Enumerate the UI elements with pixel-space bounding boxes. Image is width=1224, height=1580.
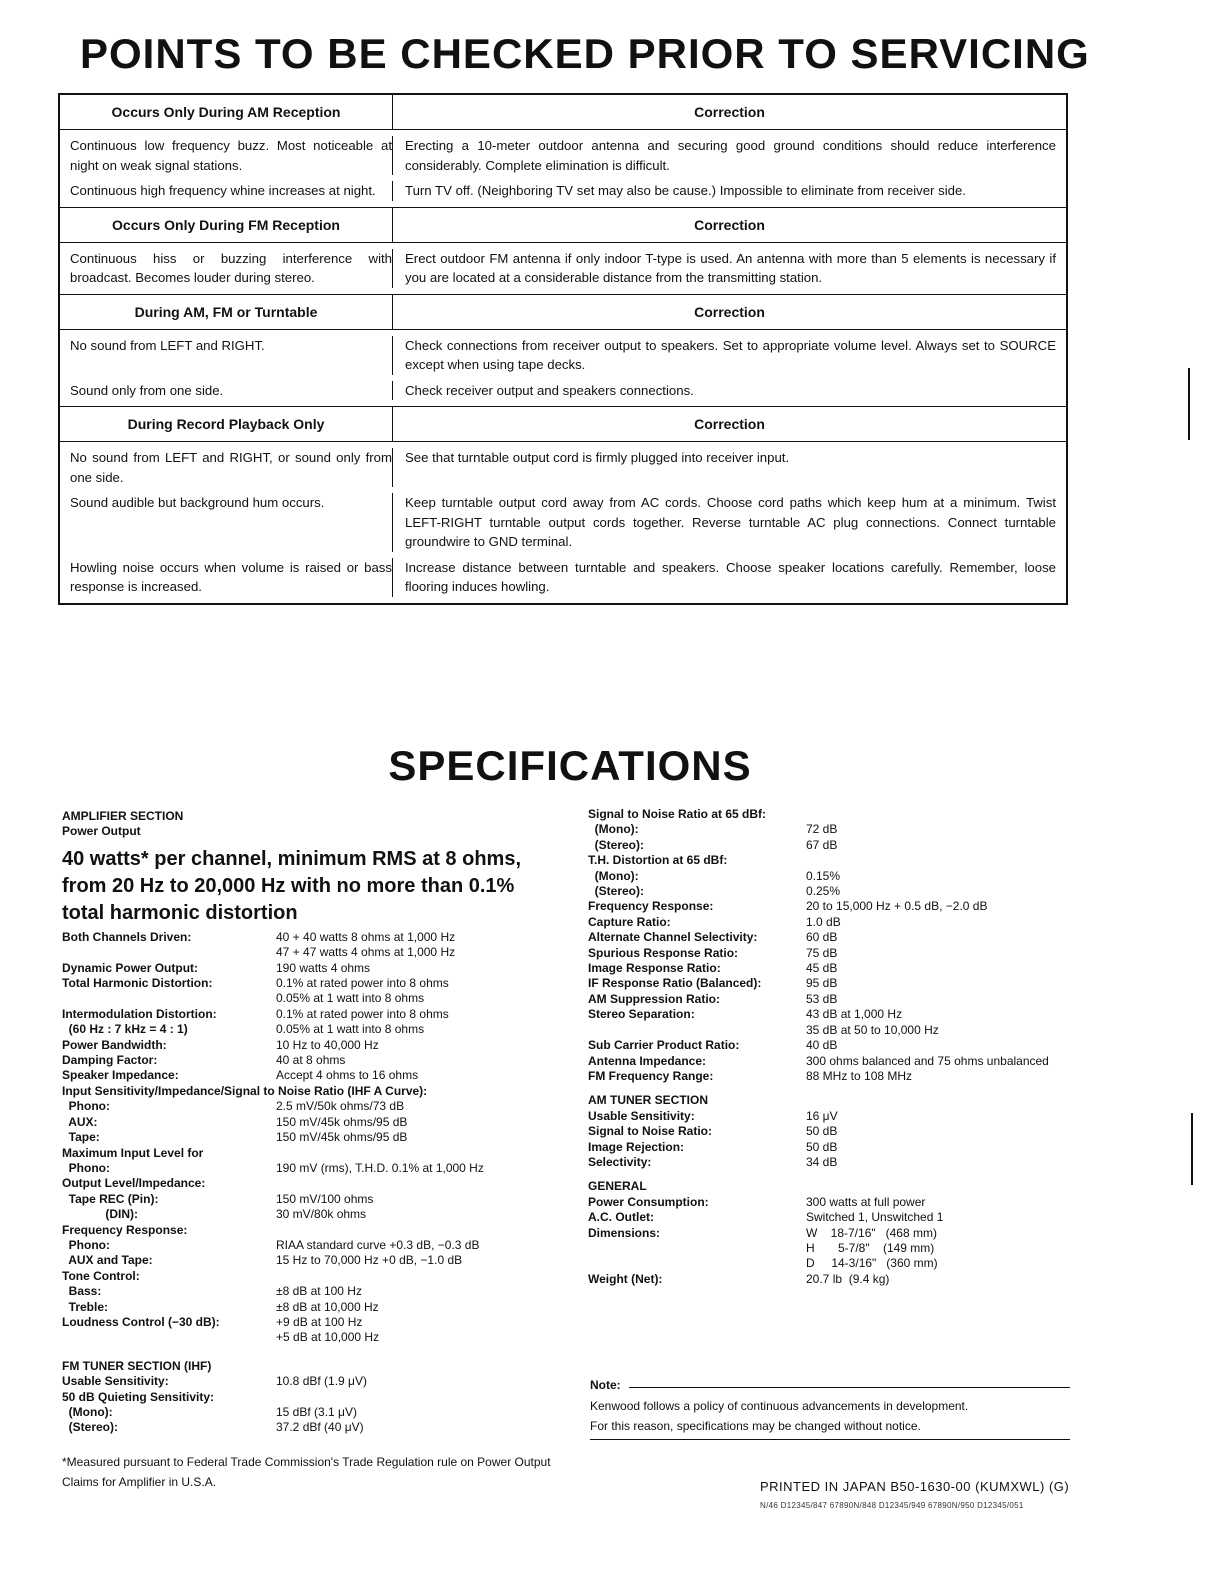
- spec-value: 50 dB: [806, 1139, 838, 1154]
- spec-label: AM Suppression Ratio:: [588, 991, 721, 1006]
- spec-row: [62, 1084, 552, 1099]
- spec-row: [62, 1390, 552, 1405]
- spec-label: (60 Hz : 7 kHz = 4 : 1): [62, 1022, 188, 1037]
- symptom-text: Continuous high frequency whine increases at night.: [70, 183, 376, 198]
- spec-value: 300 ohms balanced and 75 ohms unbalanced: [806, 1053, 1049, 1068]
- spec-row: [62, 1099, 552, 1114]
- trouble-section-header: [60, 407, 1066, 442]
- spec-row: [62, 945, 552, 960]
- spec-value: 300 watts at full power: [806, 1194, 926, 1209]
- spec-label: (DIN):: [62, 1207, 138, 1222]
- spec-label: A.C. Outlet:: [588, 1210, 654, 1225]
- spec-row: [62, 1253, 552, 1268]
- spec-value: 35 dB at 50 to 10,000 Hz: [806, 1022, 939, 1037]
- amplifier-section-heading: AMPLIFIER SECTION: [62, 809, 184, 823]
- spec-value: 72 dB: [806, 822, 838, 837]
- spec-label: (Mono):: [62, 1405, 113, 1419]
- trouble-section-header: [60, 295, 1066, 330]
- spec-row: [62, 1068, 552, 1083]
- spec-label: Frequency Response:: [62, 1222, 188, 1237]
- spec-value: 43 dB at 1,000 Hz: [806, 1007, 903, 1022]
- spec-value: RIAA standard curve +0.3 dB, −0.3 dB: [276, 1237, 480, 1252]
- trouble-row: [60, 136, 1066, 175]
- spec-row: [588, 1038, 1108, 1053]
- spec-row: [62, 1405, 552, 1420]
- note-box: [590, 1378, 1070, 1440]
- spec-value: 150 mV/45k ohms/95 dB: [276, 1114, 408, 1129]
- spec-label: Bass:: [62, 1284, 102, 1299]
- spec-value: 16 μV: [806, 1108, 838, 1123]
- spec-label: AUX and Tape:: [62, 1253, 153, 1268]
- spec-row: [62, 1238, 552, 1253]
- spec-row: [588, 1109, 1108, 1124]
- spec-label: (Stereo):: [62, 1420, 119, 1435]
- spec-label: Power Consumption:: [588, 1194, 709, 1209]
- spec-row: [588, 869, 1108, 884]
- spec-label: Alternate Channel Selectivity:: [588, 930, 758, 945]
- scan-mark: [1188, 368, 1190, 440]
- spec-label: (Stereo):: [588, 884, 645, 899]
- correction-text: Check connections from receiver output to speakers. Set to appropriate volume level. Always set to SOURCE except when using tape decks.: [392, 336, 1066, 375]
- amplifier-spec-list: [62, 930, 552, 1346]
- trouble-row: [60, 381, 1066, 401]
- spec-value: 0.25%: [806, 884, 841, 899]
- spec-row: [588, 1054, 1108, 1069]
- note-bottom-rule: [590, 1439, 1070, 1440]
- spec-value: ±8 dB at 100 Hz: [276, 1284, 362, 1299]
- spec-value: W 18-7/16" (468 mm): [806, 1225, 937, 1240]
- spec-value: 75 dB: [806, 945, 838, 960]
- spec-row: [588, 884, 1108, 899]
- spec-row: [62, 1130, 552, 1145]
- spec-row: [62, 1420, 552, 1435]
- spec-row: [588, 807, 1108, 822]
- fm-tuner-continued: [588, 807, 1108, 1287]
- spec-row: [62, 1223, 552, 1238]
- spec-label: (Stereo):: [588, 837, 645, 852]
- trouble-section-body: [60, 442, 1066, 603]
- spec-label: Maximum Input Level for: [62, 1145, 204, 1160]
- spec-label: [62, 945, 276, 960]
- spec-label: AUX:: [62, 1114, 98, 1129]
- spec-label: Phono:: [62, 1099, 110, 1114]
- spec-row: [588, 1140, 1108, 1155]
- spec-value: 150 mV/100 ohms: [276, 1191, 374, 1206]
- spec-value: 53 dB: [806, 991, 838, 1006]
- spec-label: (Mono):: [588, 868, 639, 883]
- spec-label: [588, 1256, 806, 1271]
- spec-value: 95 dB: [806, 976, 838, 991]
- spec-row: [62, 1207, 552, 1222]
- troubleshooting-table: [58, 93, 1068, 605]
- spec-row: [588, 1124, 1108, 1139]
- spec-row: [62, 1192, 552, 1207]
- spec-label: [588, 1023, 806, 1038]
- trouble-row: [60, 448, 1066, 487]
- spec-label: FM Frequency Range:: [588, 1068, 714, 1083]
- spec-label: Speaker Impedance:: [62, 1068, 179, 1083]
- spec-value: 0.15%: [806, 868, 841, 883]
- spec-value: 30 mV/80k ohms: [276, 1207, 367, 1222]
- spec-label: Selectivity:: [588, 1154, 652, 1169]
- spec-label: [62, 991, 276, 1006]
- condition-header: During Record Playback Only: [60, 407, 393, 441]
- symptom-text: Sound audible but background hum occurs.: [70, 495, 325, 510]
- trouble-section-header: [60, 95, 1066, 130]
- symptom-text: Howling noise occurs when volume is raised or bass response is increased.: [70, 559, 392, 594]
- am-spec-list: [588, 1109, 1108, 1171]
- spec-row: [62, 1315, 552, 1330]
- spec-label: Intermodulation Distortion:: [62, 1006, 217, 1021]
- symptom-text: Continuous low frequency buzz. Most noticeable at night on weak signal stations.: [70, 138, 392, 173]
- am-tuner-heading: AM TUNER SECTION: [588, 1093, 708, 1108]
- spec-row: [588, 1256, 1108, 1271]
- correction-header: Correction: [694, 216, 765, 233]
- spec-row: [588, 961, 1108, 976]
- page-title: POINTS TO BE CHECKED PRIOR TO SERVICING: [80, 30, 1090, 77]
- spec-value: 40 at 8 ohms: [276, 1053, 346, 1068]
- spec-row: [588, 1023, 1108, 1038]
- print-codes: N/46 D12345/847 67890N/848 D12345/949 67890N/950 D12345/051: [760, 1501, 1024, 1510]
- spec-value: ±8 dB at 10,000 Hz: [276, 1299, 379, 1314]
- spec-row: [62, 1022, 552, 1037]
- spec-row: [588, 1007, 1108, 1022]
- condition-header: Occurs Only During AM Reception: [60, 95, 393, 129]
- spec-value: Switched 1, Unswitched 1: [806, 1210, 944, 1225]
- spec-label: Tone Control:: [62, 1268, 140, 1283]
- symptom-text: Continuous hiss or buzzing interference with broadcast. Becomes louder during stereo.: [70, 250, 392, 285]
- spec-label: Phono:: [62, 1237, 110, 1252]
- power-output-label: Power Output: [62, 824, 141, 839]
- spec-label: Tape:: [62, 1130, 100, 1145]
- spec-label: [588, 1241, 806, 1256]
- trouble-section-body: [60, 243, 1066, 295]
- spec-row: [588, 1069, 1108, 1084]
- note-line-1: Kenwood follows a policy of continuous advancements in development.: [590, 1399, 969, 1413]
- symptom-text: Sound only from one side.: [70, 382, 224, 398]
- spec-row: [588, 853, 1108, 868]
- spec-row: [588, 1272, 1108, 1287]
- spec-label: Usable Sensitivity:: [62, 1374, 169, 1389]
- spec-row: [588, 1195, 1108, 1210]
- trouble-section: [60, 95, 1066, 208]
- trouble-row: [60, 558, 1066, 597]
- spec-value: 1.0 dB: [806, 914, 841, 929]
- spec-value: 10.8 dBf (1.9 μV): [276, 1374, 367, 1389]
- general-spec-list: [588, 1195, 1108, 1287]
- spec-label: [62, 1330, 276, 1345]
- spec-label: Total Harmonic Distortion:: [62, 976, 213, 991]
- spec-row: [588, 1241, 1108, 1256]
- spec-label: Signal to Noise Ratio at 65 dBf:: [588, 807, 767, 821]
- spec-value: 34 dB: [806, 1154, 838, 1169]
- spec-row: [588, 822, 1108, 837]
- spec-label: Image Response Ratio:: [588, 961, 721, 976]
- spec-value: 190 mV (rms), T.H.D. 0.1% at 1,000 Hz: [276, 1160, 484, 1175]
- spec-value: 15 dBf (3.1 μV): [276, 1405, 357, 1419]
- spec-row: [62, 1284, 552, 1299]
- spec-value: 20 to 15,000 Hz + 0.5 dB, −2.0 dB: [806, 899, 988, 914]
- spec-row: [588, 915, 1108, 930]
- note-rule: [629, 1387, 1070, 1388]
- spec-value: 40 + 40 watts 8 ohms at 1,000 Hz: [276, 929, 456, 944]
- fm-tuner-heading: FM TUNER SECTION (IHF): [62, 1358, 212, 1373]
- spec-value: 190 watts 4 ohms: [276, 960, 371, 975]
- symptom-text: No sound from LEFT and RIGHT, or sound only from one side.: [70, 450, 392, 485]
- general-heading: GENERAL: [588, 1179, 647, 1194]
- spec-row: [62, 1161, 552, 1176]
- spec-row: [588, 930, 1108, 945]
- condition-header: During AM, FM or Turntable: [60, 295, 393, 329]
- spec-row: [588, 976, 1108, 991]
- footnote: *Measured pursuant to Federal Trade Commission's Trade Regulation rule on Power Output Claims for Amplifier in U.S.A.: [62, 1455, 551, 1489]
- spec-value: 0.05% at 1 watt into 8 ohms: [276, 1022, 425, 1037]
- spec-row: [62, 1038, 552, 1053]
- power-output-headline: 40 watts* per channel, minimum RMS at 8 ohms, from 20 Hz to 20,000 Hz with no more than 0.1% total harmonic distortion: [62, 847, 522, 924]
- trouble-section-header: [60, 208, 1066, 243]
- spec-label: Frequency Response:: [588, 899, 714, 914]
- spec-label: Damping Factor:: [62, 1053, 158, 1068]
- spec-label: Power Bandwidth:: [62, 1037, 167, 1052]
- spec-value: Accept 4 ohms to 16 ohms: [276, 1068, 419, 1083]
- spec-value: 50 dB: [806, 1124, 838, 1139]
- spec-value: H 5-7/8" (149 mm): [806, 1240, 935, 1255]
- amplifier-section: [62, 809, 552, 1436]
- trouble-section: [60, 208, 1066, 295]
- spec-label: Antenna Impedance:: [588, 1053, 707, 1068]
- spec-label: IF Response Ratio (Balanced):: [588, 976, 762, 991]
- spec-row: [62, 961, 552, 976]
- spec-row: [588, 1210, 1108, 1225]
- symptom-text: No sound from LEFT and RIGHT.: [70, 337, 265, 353]
- spec-row: [62, 1269, 552, 1284]
- trouble-section: [60, 295, 1066, 408]
- spec-value: 0.1% at rated power into 8 ohms: [276, 1006, 449, 1021]
- correction-text: Erect outdoor FM antenna if only indoor T-type is used. An antenna with more than 5 elements is necessary if you are located at a considerable distance from the transmitting station.: [392, 249, 1066, 288]
- spec-label: Signal to Noise Ratio:: [588, 1124, 713, 1139]
- spec-row: [62, 1115, 552, 1130]
- note-line-2: For this reason, specifications may be changed without notice.: [590, 1419, 921, 1433]
- spec-label: Both Channels Driven:: [62, 929, 192, 944]
- spec-row: [588, 1155, 1108, 1170]
- spec-label: Dimensions:: [588, 1225, 661, 1240]
- trouble-row: [60, 181, 1066, 201]
- correction-text: Erecting a 10-meter outdoor antenna and securing good ground conditions should reduce interference considerably. Complete elimination is difficult.: [392, 136, 1066, 175]
- spec-label: T.H. Distortion at 65 dBf:: [588, 853, 728, 868]
- spec-value: 10 Hz to 40,000 Hz: [276, 1037, 379, 1052]
- trouble-row: [60, 493, 1066, 552]
- spec-row: [62, 1146, 552, 1161]
- spec-row: [588, 946, 1108, 961]
- spec-row: [62, 1374, 552, 1389]
- spec-row: [62, 1300, 552, 1315]
- spec-value: +9 dB at 100 Hz: [276, 1314, 363, 1329]
- spec-row: [588, 992, 1108, 1007]
- spec-label: Spurious Response Ratio:: [588, 945, 739, 960]
- spec-label: Usable Sensitivity:: [588, 1108, 695, 1123]
- spec-row: [62, 930, 552, 945]
- spec-label: Sub Carrier Product Ratio:: [588, 1038, 740, 1053]
- spec-label: Weight (Net):: [588, 1271, 663, 1286]
- spec-row: [62, 1330, 552, 1345]
- spec-value: 47 + 47 watts 4 ohms at 1,000 Hz: [276, 945, 456, 960]
- spec-label: Image Rejection:: [588, 1139, 685, 1154]
- spec-label: Dynamic Power Output:: [62, 960, 199, 975]
- spec-row: [62, 1176, 552, 1191]
- spec-label: (Mono):: [588, 822, 639, 837]
- trouble-section: [60, 407, 1066, 603]
- spec-value: 37.2 dBf (40 μV): [276, 1420, 364, 1435]
- spec-row: [62, 1053, 552, 1068]
- spec-value: +5 dB at 10,000 Hz: [276, 1330, 380, 1345]
- specifications-title: SPECIFICATIONS: [388, 742, 752, 789]
- spec-label: Output Level/Impedance:: [62, 1176, 206, 1191]
- spec-value: 15 Hz to 70,000 Hz +0 dB, −1.0 dB: [276, 1253, 463, 1268]
- spec-row: [588, 1226, 1108, 1241]
- trouble-section-body: [60, 330, 1066, 408]
- spec-label: Tape REC (Pin):: [62, 1191, 159, 1206]
- trouble-row: [60, 336, 1066, 375]
- correction-text: Check receiver output and speakers connections.: [392, 381, 1066, 401]
- spec-value: 67 dB: [806, 837, 838, 852]
- spec-value: 2.5 mV/50k ohms/73 dB: [276, 1099, 405, 1114]
- spec-label: 50 dB Quieting Sensitivity:: [62, 1389, 215, 1404]
- spec-row: [62, 1007, 552, 1022]
- trouble-row: [60, 249, 1066, 288]
- spec-label: Treble:: [62, 1299, 109, 1314]
- note-label: Note:: [590, 1378, 621, 1392]
- correction-header: Correction: [694, 303, 765, 320]
- spec-row: [62, 991, 552, 1006]
- spec-value: 88 MHz to 108 MHz: [806, 1068, 913, 1083]
- correction-text: See that turntable output cord is firmly plugged into receiver input.: [392, 448, 1066, 487]
- spec-value: 45 dB: [806, 961, 838, 976]
- spec-row: [588, 899, 1108, 914]
- spec-value: 60 dB: [806, 930, 838, 945]
- correction-text: Increase distance between turntable and speakers. Choose speaker locations carefully. Remember, loose flooring induces howling.: [392, 558, 1066, 597]
- spec-label: Capture Ratio:: [588, 914, 671, 929]
- spec-label: Stereo Separation:: [588, 1007, 695, 1022]
- correction-text: Keep turntable output cord away from AC cords. Choose cord paths which keep hum at a minimum. Twist LEFT-RIGHT turntable output cords together. Reverse turntable AC plug connections. Connect turntable groundwire to GND terminal.: [392, 493, 1066, 552]
- spec-value: D 14-3/16" (360 mm): [806, 1256, 938, 1271]
- spec-label: Loudness Control (−30 dB):: [62, 1314, 220, 1329]
- spec-value: 150 mV/45k ohms/95 dB: [276, 1130, 408, 1145]
- spec-row: [62, 976, 552, 991]
- spec-value: 0.1% at rated power into 8 ohms: [276, 976, 449, 991]
- spec-row: [588, 838, 1108, 853]
- printed-in: PRINTED IN JAPAN B50-1630-00 (KUMXWL) (G): [760, 1479, 1070, 1494]
- trouble-section-body: [60, 130, 1066, 208]
- spec-value: 0.05% at 1 watt into 8 ohms: [276, 991, 425, 1006]
- spec-value: 40 dB: [806, 1038, 838, 1053]
- correction-header: Correction: [694, 104, 765, 120]
- scan-mark: [1191, 1113, 1193, 1185]
- fm-spec-list: [62, 1374, 552, 1436]
- fm-spec-list-continued: [588, 807, 1108, 1084]
- condition-header: Occurs Only During FM Reception: [60, 208, 393, 242]
- spec-label: Input Sensitivity/Impedance/Signal to Noise Ratio (IHF A Curve):: [62, 1083, 428, 1098]
- correction-header: Correction: [694, 416, 765, 432]
- spec-label: Phono:: [62, 1160, 110, 1175]
- correction-text: Turn TV off. (Neighboring TV set may also be cause.) Impossible to eliminate from receiver side.: [392, 181, 1066, 201]
- spec-value: 20.7 lb (9.4 kg): [806, 1271, 890, 1286]
